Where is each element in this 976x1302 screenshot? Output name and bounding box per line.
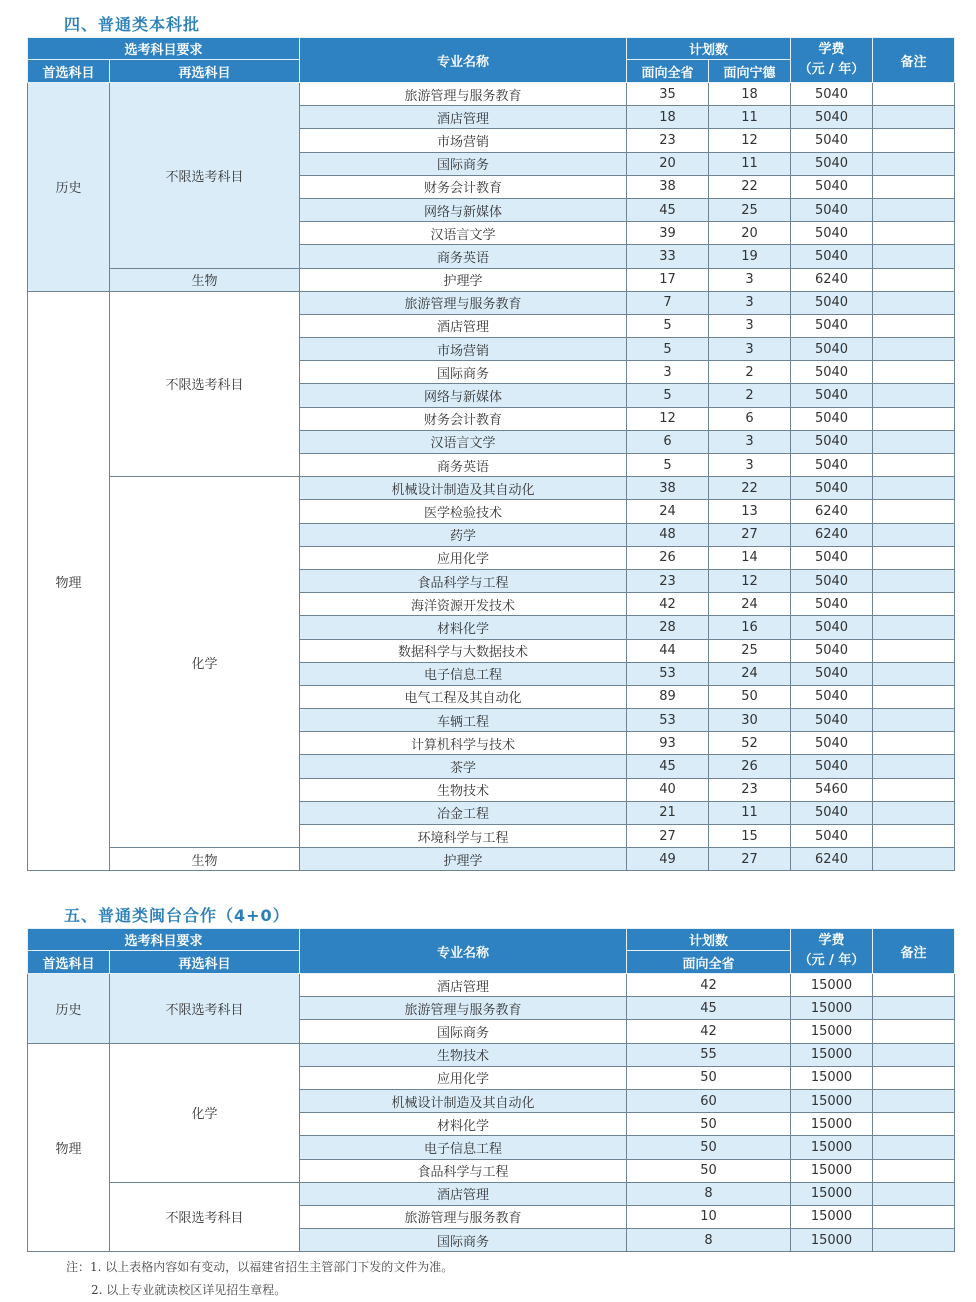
- province-cell: 21: [627, 801, 709, 824]
- major-cell: 医学检验技术: [300, 500, 627, 523]
- fee-cell: 5040: [791, 477, 873, 500]
- remark-cell: [873, 848, 955, 871]
- first-subject-cell: 历史: [28, 974, 110, 1044]
- fee-cell: 6240: [791, 268, 873, 291]
- major-cell: 市场营销: [300, 338, 627, 361]
- ningde-cell: 27: [709, 848, 791, 871]
- remark-cell: [873, 685, 955, 708]
- fee-unit: （元 / 年）: [798, 62, 865, 77]
- fee-label: 学费: [818, 933, 845, 948]
- remark-cell: [873, 825, 955, 848]
- remark-cell: [873, 801, 955, 824]
- province-cell: 24: [627, 500, 709, 523]
- province-cell: 6: [627, 430, 709, 453]
- ningde-cell: 14: [709, 546, 791, 569]
- section4-table: [27, 37, 955, 871]
- fee-cell: 5460: [791, 778, 873, 801]
- fee-header: [791, 38, 873, 83]
- major-cell: 冶金工程: [300, 801, 627, 824]
- fee-cell: 5040: [791, 639, 873, 662]
- province-cell: 42: [627, 1020, 791, 1043]
- first-subject-header: 首选科目: [28, 60, 110, 83]
- second-subject-cell: 不限选考科目: [110, 974, 300, 1044]
- ningde-header: 面向宁德: [709, 60, 791, 83]
- province-cell: 50: [627, 1159, 791, 1182]
- section5-title: 五、普通类闽台合作（4+0）: [64, 906, 290, 925]
- ningde-cell: 15: [709, 825, 791, 848]
- fee-unit: （元 / 年）: [798, 953, 865, 968]
- ningde-cell: 12: [709, 569, 791, 592]
- remark-cell: [873, 1182, 955, 1205]
- ningde-cell: 3: [709, 454, 791, 477]
- major-cell: 国际商务: [300, 1229, 627, 1252]
- remark-header: 备注: [873, 38, 955, 83]
- second-subject-header: 再选科目: [110, 60, 300, 83]
- province-cell: 20: [627, 152, 709, 175]
- first-subject-cell: 物理: [28, 1043, 110, 1252]
- major-cell: 酒店管理: [300, 1182, 627, 1205]
- fee-cell: 15000: [791, 1043, 873, 1066]
- table-row: [28, 477, 955, 500]
- fee-cell: 5040: [791, 222, 873, 245]
- fee-header: [791, 929, 873, 974]
- fee-cell: 15000: [791, 1020, 873, 1043]
- major-cell: 酒店管理: [300, 106, 627, 129]
- major-cell: 市场营销: [300, 129, 627, 152]
- province-cell: 50: [627, 1113, 791, 1136]
- major-cell: 生物技术: [300, 778, 627, 801]
- fee-cell: 5040: [791, 732, 873, 755]
- remark-cell: [873, 1043, 955, 1066]
- major-cell: 网络与新媒体: [300, 198, 627, 221]
- remark-cell: [873, 997, 955, 1020]
- major-cell: 汉语言文学: [300, 222, 627, 245]
- remark-cell: [873, 569, 955, 592]
- fee-label: 学费: [818, 42, 845, 57]
- fee-cell: 5040: [791, 685, 873, 708]
- major-cell: 旅游管理与服务教育: [300, 1205, 627, 1228]
- fee-cell: 6240: [791, 848, 873, 871]
- fee-cell: 5040: [791, 801, 873, 824]
- major-cell: 电子信息工程: [300, 1136, 627, 1159]
- province-cell: 35: [627, 83, 709, 106]
- remark-header: 备注: [873, 929, 955, 974]
- province-cell: 18: [627, 106, 709, 129]
- fee-cell: 5040: [791, 106, 873, 129]
- ningde-cell: 6: [709, 407, 791, 430]
- subject-req-header: 选考科目要求: [28, 929, 300, 951]
- first-subject-header: 首选科目: [28, 951, 110, 974]
- remark-cell: [873, 222, 955, 245]
- major-cell: 应用化学: [300, 1066, 627, 1089]
- footnotes: [66, 1256, 453, 1302]
- major-cell: 机械设计制造及其自动化: [300, 477, 627, 500]
- fee-cell: 15000: [791, 1229, 873, 1252]
- remark-cell: [873, 245, 955, 268]
- remark-cell: [873, 639, 955, 662]
- major-cell: 商务英语: [300, 454, 627, 477]
- major-cell: 数据科学与大数据技术: [300, 639, 627, 662]
- remark-cell: [873, 500, 955, 523]
- fee-cell: 5040: [791, 245, 873, 268]
- remark-cell: [873, 430, 955, 453]
- major-cell: 计算机科学与技术: [300, 732, 627, 755]
- province-cell: 38: [627, 175, 709, 198]
- fee-cell: 6240: [791, 500, 873, 523]
- ningde-cell: 3: [709, 291, 791, 314]
- province-cell: 50: [627, 1066, 791, 1089]
- major-cell: 环境科学与工程: [300, 825, 627, 848]
- remark-cell: [873, 1136, 955, 1159]
- province-cell: 93: [627, 732, 709, 755]
- ningde-cell: 25: [709, 639, 791, 662]
- fee-cell: 5040: [791, 825, 873, 848]
- major-header: 专业名称: [300, 929, 627, 974]
- major-cell: 酒店管理: [300, 974, 627, 997]
- major-cell: 国际商务: [300, 152, 627, 175]
- fee-cell: 15000: [791, 1182, 873, 1205]
- ningde-cell: 20: [709, 222, 791, 245]
- fee-cell: 5040: [791, 593, 873, 616]
- major-cell: 食品科学与工程: [300, 1159, 627, 1182]
- fee-cell: 5040: [791, 569, 873, 592]
- fee-cell: 5040: [791, 407, 873, 430]
- province-cell: 53: [627, 709, 709, 732]
- major-cell: 护理学: [300, 268, 627, 291]
- second-subject-cell: 生物: [110, 848, 300, 871]
- major-cell: 应用化学: [300, 546, 627, 569]
- major-cell: 材料化学: [300, 1113, 627, 1136]
- plan-header: 计划数: [627, 38, 791, 60]
- province-cell: 23: [627, 129, 709, 152]
- province-cell: 89: [627, 685, 709, 708]
- major-cell: 机械设计制造及其自动化: [300, 1089, 627, 1112]
- fee-cell: 5040: [791, 616, 873, 639]
- remark-cell: [873, 546, 955, 569]
- remark-cell: [873, 1020, 955, 1043]
- remark-cell: [873, 384, 955, 407]
- remark-cell: [873, 152, 955, 175]
- province-cell: 38: [627, 477, 709, 500]
- fee-cell: 5040: [791, 175, 873, 198]
- province-cell: 40: [627, 778, 709, 801]
- major-cell: 酒店管理: [300, 314, 627, 337]
- table-row: [28, 1182, 955, 1205]
- province-cell: 60: [627, 1089, 791, 1112]
- ningde-cell: 3: [709, 314, 791, 337]
- major-cell: 财务会计教育: [300, 175, 627, 198]
- fee-cell: 15000: [791, 1205, 873, 1228]
- province-cell: 26: [627, 546, 709, 569]
- second-subject-cell: 生物: [110, 268, 300, 291]
- ningde-cell: 18: [709, 83, 791, 106]
- second-subject-cell: 化学: [110, 1043, 300, 1182]
- ningde-cell: 50: [709, 685, 791, 708]
- province-cell: 5: [627, 314, 709, 337]
- major-cell: 茶学: [300, 755, 627, 778]
- province-cell: 48: [627, 523, 709, 546]
- remark-cell: [873, 1089, 955, 1112]
- ningde-cell: 3: [709, 430, 791, 453]
- fee-cell: 15000: [791, 1113, 873, 1136]
- ningde-cell: 3: [709, 338, 791, 361]
- province-cell: 3: [627, 361, 709, 384]
- province-cell: 53: [627, 662, 709, 685]
- remark-cell: [873, 732, 955, 755]
- remark-cell: [873, 1113, 955, 1136]
- major-cell: 车辆工程: [300, 709, 627, 732]
- ningde-cell: 16: [709, 616, 791, 639]
- major-cell: 护理学: [300, 848, 627, 871]
- remark-cell: [873, 268, 955, 291]
- ningde-cell: 19: [709, 245, 791, 268]
- major-cell: 旅游管理与服务教育: [300, 291, 627, 314]
- fee-cell: 5040: [791, 430, 873, 453]
- remark-cell: [873, 616, 955, 639]
- province-cell: 49: [627, 848, 709, 871]
- fee-cell: 15000: [791, 1089, 873, 1112]
- remark-cell: [873, 338, 955, 361]
- remark-cell: [873, 593, 955, 616]
- remark-cell: [873, 175, 955, 198]
- remark-cell: [873, 83, 955, 106]
- major-header: 专业名称: [300, 38, 627, 83]
- province-cell: 8: [627, 1229, 791, 1252]
- major-cell: 财务会计教育: [300, 407, 627, 430]
- remark-cell: [873, 974, 955, 997]
- second-subject-cell: 不限选考科目: [110, 83, 300, 269]
- table-row: [28, 974, 955, 997]
- table-row: [28, 291, 955, 314]
- province-cell: 5: [627, 384, 709, 407]
- second-subject-cell: 化学: [110, 477, 300, 848]
- ningde-cell: 3: [709, 268, 791, 291]
- ningde-cell: 24: [709, 593, 791, 616]
- major-cell: 商务英语: [300, 245, 627, 268]
- remark-cell: [873, 454, 955, 477]
- fee-cell: 5040: [791, 338, 873, 361]
- remark-cell: [873, 1205, 955, 1228]
- ningde-cell: 25: [709, 198, 791, 221]
- province-cell: 39: [627, 222, 709, 245]
- fee-cell: 15000: [791, 997, 873, 1020]
- major-cell: 汉语言文学: [300, 430, 627, 453]
- remark-cell: [873, 709, 955, 732]
- plan-header: 计划数: [627, 929, 791, 951]
- province-header: 面向全省: [627, 60, 709, 83]
- ningde-cell: 12: [709, 129, 791, 152]
- province-cell: 50: [627, 1136, 791, 1159]
- table-row: [28, 83, 955, 106]
- province-cell: 23: [627, 569, 709, 592]
- footnote-2: 2. 以上专业就读校区详见招生章程。: [91, 1283, 287, 1297]
- fee-cell: 5040: [791, 129, 873, 152]
- remark-cell: [873, 477, 955, 500]
- first-subject-cell: 历史: [28, 83, 110, 292]
- fee-cell: 5040: [791, 546, 873, 569]
- province-header: 面向全省: [627, 951, 791, 974]
- remark-cell: [873, 407, 955, 430]
- fee-cell: 5040: [791, 83, 873, 106]
- ningde-cell: 26: [709, 755, 791, 778]
- second-subject-header: 再选科目: [110, 951, 300, 974]
- fee-cell: 5040: [791, 198, 873, 221]
- remark-cell: [873, 1066, 955, 1089]
- ningde-cell: 11: [709, 106, 791, 129]
- fee-cell: 15000: [791, 974, 873, 997]
- major-cell: 食品科学与工程: [300, 569, 627, 592]
- province-cell: 8: [627, 1182, 791, 1205]
- remark-cell: [873, 106, 955, 129]
- fee-cell: 5040: [791, 314, 873, 337]
- fee-cell: 5040: [791, 384, 873, 407]
- ningde-cell: 22: [709, 477, 791, 500]
- ningde-cell: 11: [709, 152, 791, 175]
- fee-cell: 15000: [791, 1159, 873, 1182]
- ningde-cell: 2: [709, 361, 791, 384]
- fee-cell: 5040: [791, 152, 873, 175]
- fee-cell: 5040: [791, 662, 873, 685]
- second-subject-cell: 不限选考科目: [110, 1182, 300, 1252]
- major-cell: 材料化学: [300, 616, 627, 639]
- section4-title: 四、普通类本科批: [64, 15, 201, 34]
- footnote-1: 注：1. 以上表格内容如有变动，以福建省招生主管部门下发的文件为准。: [66, 1260, 454, 1274]
- province-cell: 5: [627, 454, 709, 477]
- ningde-cell: 27: [709, 523, 791, 546]
- province-cell: 44: [627, 639, 709, 662]
- major-cell: 旅游管理与服务教育: [300, 83, 627, 106]
- fee-cell: 6240: [791, 523, 873, 546]
- province-cell: 42: [627, 974, 791, 997]
- remark-cell: [873, 662, 955, 685]
- province-cell: 27: [627, 825, 709, 848]
- major-cell: 药学: [300, 523, 627, 546]
- remark-cell: [873, 1159, 955, 1182]
- remark-cell: [873, 314, 955, 337]
- province-cell: 5: [627, 338, 709, 361]
- ningde-cell: 13: [709, 500, 791, 523]
- major-cell: 网络与新媒体: [300, 384, 627, 407]
- province-cell: 45: [627, 198, 709, 221]
- province-cell: 7: [627, 291, 709, 314]
- major-cell: 海洋资源开发技术: [300, 593, 627, 616]
- subject-req-header: 选考科目要求: [28, 38, 300, 60]
- fee-cell: 5040: [791, 709, 873, 732]
- fee-cell: 5040: [791, 755, 873, 778]
- ningde-cell: 11: [709, 801, 791, 824]
- province-cell: 45: [627, 755, 709, 778]
- province-cell: 42: [627, 593, 709, 616]
- major-cell: 生物技术: [300, 1043, 627, 1066]
- remark-cell: [873, 291, 955, 314]
- table-row: [28, 1043, 955, 1066]
- major-cell: 国际商务: [300, 1020, 627, 1043]
- province-cell: 33: [627, 245, 709, 268]
- province-cell: 17: [627, 268, 709, 291]
- remark-cell: [873, 778, 955, 801]
- table-row: [28, 268, 955, 291]
- remark-cell: [873, 1229, 955, 1252]
- ningde-cell: 52: [709, 732, 791, 755]
- fee-cell: 5040: [791, 291, 873, 314]
- fee-cell: 5040: [791, 361, 873, 384]
- fee-cell: 5040: [791, 454, 873, 477]
- ningde-cell: 23: [709, 778, 791, 801]
- ningde-cell: 22: [709, 175, 791, 198]
- major-cell: 电气工程及其自动化: [300, 685, 627, 708]
- first-subject-cell: 物理: [28, 291, 110, 871]
- ningde-cell: 24: [709, 662, 791, 685]
- second-subject-cell: 不限选考科目: [110, 291, 300, 477]
- remark-cell: [873, 523, 955, 546]
- major-cell: 国际商务: [300, 361, 627, 384]
- ningde-cell: 2: [709, 384, 791, 407]
- table-row: [28, 848, 955, 871]
- remark-cell: [873, 755, 955, 778]
- province-cell: 10: [627, 1205, 791, 1228]
- fee-cell: 15000: [791, 1066, 873, 1089]
- fee-cell: 15000: [791, 1136, 873, 1159]
- major-cell: 旅游管理与服务教育: [300, 997, 627, 1020]
- remark-cell: [873, 129, 955, 152]
- province-cell: 45: [627, 997, 791, 1020]
- province-cell: 55: [627, 1043, 791, 1066]
- ningde-cell: 30: [709, 709, 791, 732]
- section5-table: [27, 928, 955, 1252]
- province-cell: 28: [627, 616, 709, 639]
- major-cell: 电子信息工程: [300, 662, 627, 685]
- remark-cell: [873, 361, 955, 384]
- province-cell: 12: [627, 407, 709, 430]
- remark-cell: [873, 198, 955, 221]
